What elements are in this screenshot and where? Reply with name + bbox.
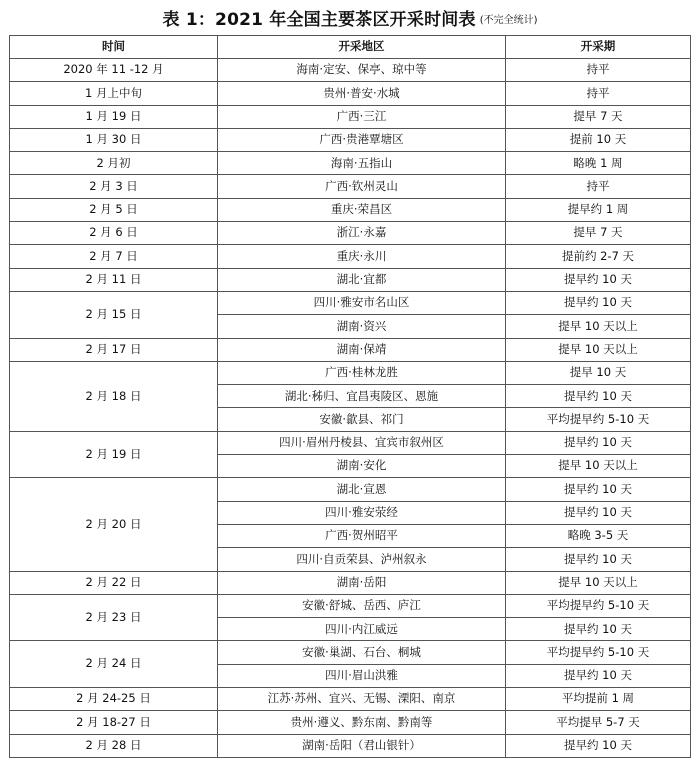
- cell-time: 2 月 18-27 日: [10, 711, 218, 734]
- table-row: [10, 478, 691, 501]
- cell-region: 安徽·歙县、祁门: [218, 408, 506, 431]
- table-row: [10, 338, 691, 361]
- cell-period: 提前约 2-7 天: [506, 245, 691, 268]
- table-row: [10, 59, 691, 82]
- table-row: [10, 152, 691, 175]
- cell-time: 2 月 11 日: [10, 268, 218, 291]
- cell-region: 湖南·资兴: [218, 315, 506, 338]
- table-row: [10, 105, 691, 128]
- cell-region: 四川·内江威远: [218, 618, 506, 641]
- table-caption: [0, 0, 700, 34]
- table-row: [10, 594, 691, 617]
- cell-region: 四川·自贡荣县、泸州叙永: [218, 548, 506, 571]
- cell-time: 2 月 3 日: [10, 175, 218, 198]
- cell-period: 提前 10 天: [506, 128, 691, 151]
- table-row: [10, 198, 691, 221]
- cell-region: 广西·桂林龙胜: [218, 361, 506, 384]
- cell-time: 2 月 18 日: [10, 361, 218, 431]
- table-title: 表 1：2021 年全国主要茶区开采时间表: [162, 9, 476, 30]
- cell-period: 略晚 3-5 天: [506, 524, 691, 547]
- table-row: [10, 128, 691, 151]
- cell-period: 提早约 1 周: [506, 198, 691, 221]
- cell-period: 提早约 10 天: [506, 291, 691, 314]
- cell-period: 提早约 10 天: [506, 664, 691, 687]
- table-row: [10, 175, 691, 198]
- table-row: [10, 268, 691, 291]
- table-row: [10, 571, 691, 594]
- cell-region: 贵州·普安·水城: [218, 82, 506, 105]
- cell-period: 提早 10 天以上: [506, 571, 691, 594]
- cell-time: 2020 年 11 -12 月: [10, 59, 218, 82]
- cell-time: 2 月 22 日: [10, 571, 218, 594]
- cell-period: 提早约 10 天: [506, 734, 691, 757]
- cell-region: 重庆·荣昌区: [218, 198, 506, 221]
- cell-time: 2 月 28 日: [10, 734, 218, 757]
- cell-time: 2 月 15 日: [10, 291, 218, 338]
- cell-region: 湖北·宣恩: [218, 478, 506, 501]
- tea-harvest-table: [9, 35, 691, 758]
- table-row: [10, 245, 691, 268]
- cell-region: 安徽·巢湖、石台、桐城: [218, 641, 506, 664]
- cell-region: 湖南·岳阳: [218, 571, 506, 594]
- cell-region: 四川·雅安市名山区: [218, 291, 506, 314]
- cell-region: 湖北·宜都: [218, 268, 506, 291]
- cell-region: 重庆·永川: [218, 245, 506, 268]
- cell-time: 2 月 24 日: [10, 641, 218, 688]
- cell-time: 2 月 5 日: [10, 198, 218, 221]
- table-row: [10, 431, 691, 454]
- table-subtitle: (不完全统计): [479, 14, 538, 26]
- cell-region: 湖北·秭归、宜昌夷陵区、恩施: [218, 385, 506, 408]
- header-region: 开采地区: [218, 36, 506, 59]
- cell-time: 1 月上中旬: [10, 82, 218, 105]
- cell-region: 贵州·遵义、黔东南、黔南等: [218, 711, 506, 734]
- cell-period: 提早约 10 天: [506, 501, 691, 524]
- cell-period: 持平: [506, 175, 691, 198]
- cell-period: 持平: [506, 82, 691, 105]
- cell-region: 安徽·舒城、岳西、庐江: [218, 594, 506, 617]
- cell-period: 提早约 10 天: [506, 478, 691, 501]
- table-row: [10, 222, 691, 245]
- table-row: [10, 641, 691, 664]
- cell-region: 浙江·永嘉: [218, 222, 506, 245]
- cell-period: 平均提早约 5-10 天: [506, 641, 691, 664]
- table-row: [10, 711, 691, 734]
- cell-region: 广西·贺州昭平: [218, 524, 506, 547]
- table-row: [10, 688, 691, 711]
- cell-period: 平均提前 1 周: [506, 688, 691, 711]
- cell-period: 提早 7 天: [506, 105, 691, 128]
- cell-period: 提早 10 天: [506, 361, 691, 384]
- cell-time: 2 月 17 日: [10, 338, 218, 361]
- cell-region: 海南·五指山: [218, 152, 506, 175]
- cell-time: 2 月 6 日: [10, 222, 218, 245]
- table-row: [10, 361, 691, 384]
- cell-time: 2 月 19 日: [10, 431, 218, 478]
- cell-time: 2 月 24-25 日: [10, 688, 218, 711]
- cell-region: 广西·贵港覃塘区: [218, 128, 506, 151]
- cell-period: 提早约 10 天: [506, 268, 691, 291]
- cell-region: 广西·钦州灵山: [218, 175, 506, 198]
- cell-period: 提早约 10 天: [506, 618, 691, 641]
- table-row: [10, 82, 691, 105]
- header-period: 开采期: [506, 36, 691, 59]
- table-row: [10, 291, 691, 314]
- cell-period: 提早 10 天以上: [506, 338, 691, 361]
- table-row: [10, 734, 691, 757]
- cell-period: 持平: [506, 59, 691, 82]
- cell-region: 广西·三江: [218, 105, 506, 128]
- cell-time: 2 月初: [10, 152, 218, 175]
- cell-time: 2 月 20 日: [10, 478, 218, 571]
- cell-region: 四川·雅安荥经: [218, 501, 506, 524]
- table-body: [10, 59, 691, 758]
- cell-time: 2 月 7 日: [10, 245, 218, 268]
- cell-region: 海南·定安、保亭、琼中等: [218, 59, 506, 82]
- cell-period: 提早 10 天以上: [506, 315, 691, 338]
- cell-time: 1 月 19 日: [10, 105, 218, 128]
- header-time: 时间: [10, 36, 218, 59]
- cell-region: 四川·眉州丹棱县、宜宾市叙州区: [218, 431, 506, 454]
- cell-period: 平均提早 5-7 天: [506, 711, 691, 734]
- header-row: [10, 36, 691, 59]
- cell-region: 湖南·安化: [218, 455, 506, 478]
- cell-region: 江苏·苏州、宜兴、无锡、溧阳、南京: [218, 688, 506, 711]
- cell-period: 提早约 10 天: [506, 385, 691, 408]
- cell-period: 平均提早约 5-10 天: [506, 594, 691, 617]
- cell-region: 湖南·保靖: [218, 338, 506, 361]
- cell-period: 略晚 1 周: [506, 152, 691, 175]
- cell-period: 提早约 10 天: [506, 548, 691, 571]
- cell-period: 提早约 10 天: [506, 431, 691, 454]
- cell-region: 湖南·岳阳（君山银针）: [218, 734, 506, 757]
- cell-region: 四川·眉山洪雅: [218, 664, 506, 687]
- cell-period: 提早 10 天以上: [506, 455, 691, 478]
- cell-period: 提早 7 天: [506, 222, 691, 245]
- cell-period: 平均提早约 5-10 天: [506, 408, 691, 431]
- cell-time: 1 月 30 日: [10, 128, 218, 151]
- cell-time: 2 月 23 日: [10, 594, 218, 641]
